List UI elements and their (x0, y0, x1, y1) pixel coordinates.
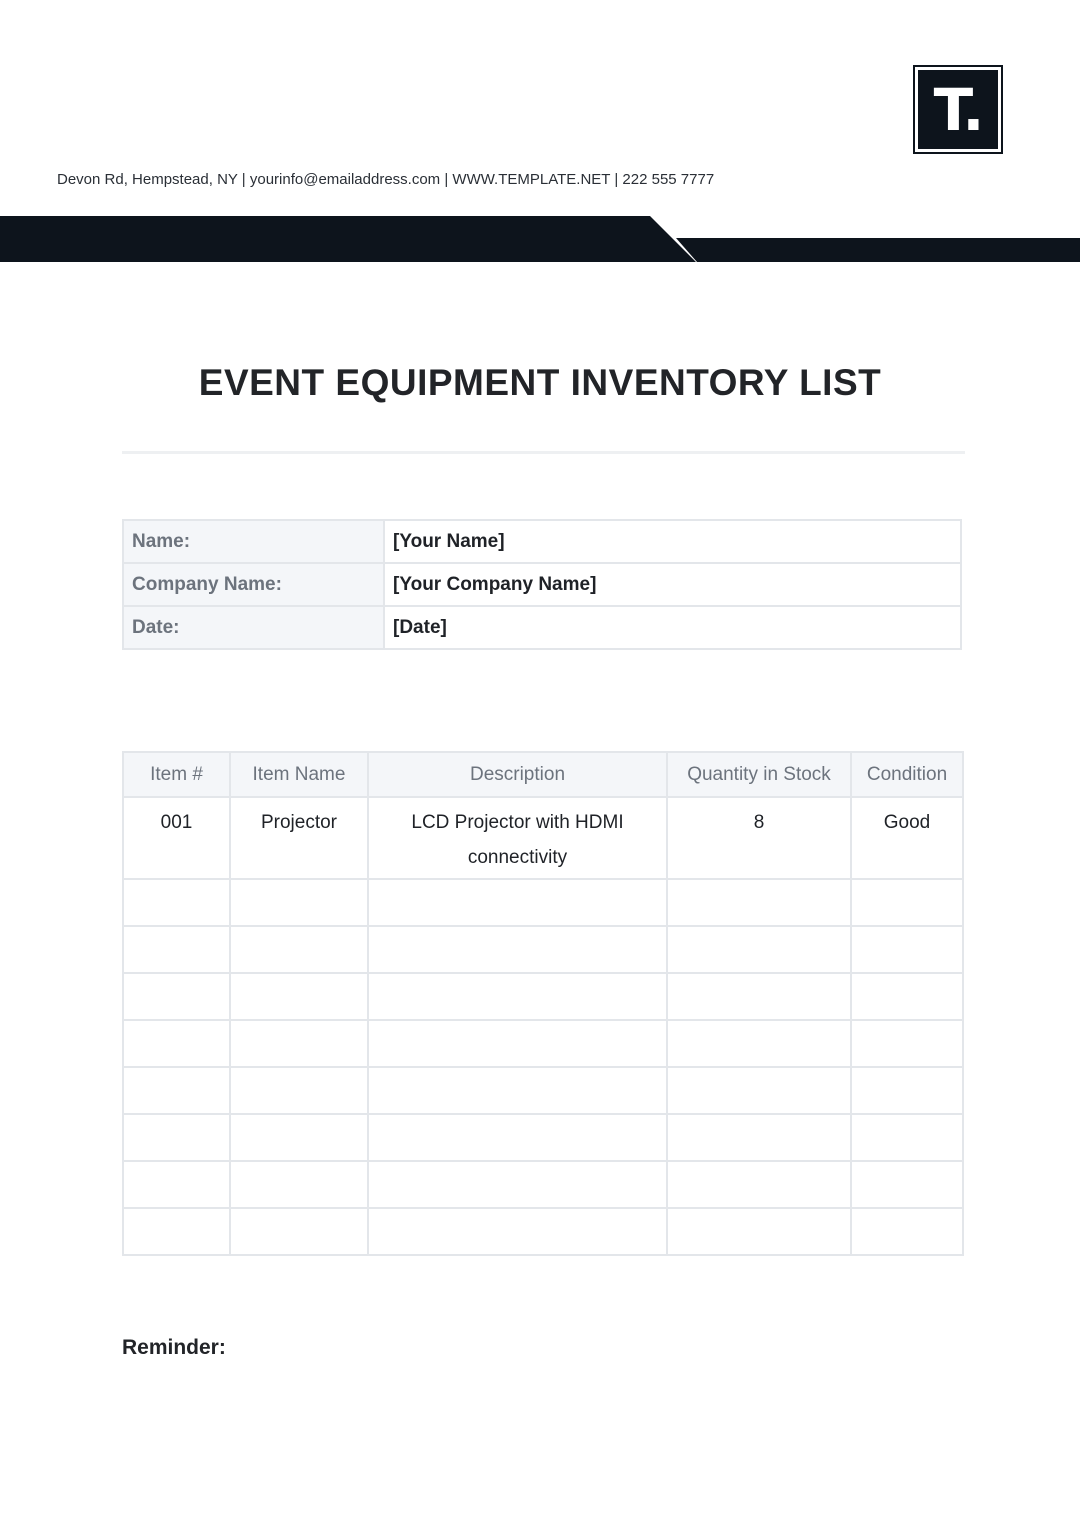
cell-empty[interactable] (123, 1114, 230, 1161)
column-header-condition: Condition (851, 752, 963, 797)
cell-empty[interactable] (368, 1161, 667, 1208)
cell-empty[interactable] (368, 926, 667, 973)
table-row-empty (123, 1067, 963, 1114)
cell-empty[interactable] (667, 1208, 851, 1255)
info-table (122, 519, 962, 650)
cell-empty[interactable] (851, 1208, 963, 1255)
cell-empty[interactable] (667, 973, 851, 1020)
cell-empty[interactable] (123, 1067, 230, 1114)
cell-empty[interactable] (368, 1020, 667, 1067)
cell-description[interactable]: LCD Projector with HDMI connectivity (368, 797, 667, 879)
cell-empty[interactable] (230, 1161, 368, 1208)
column-header-item-number: Item # (123, 752, 230, 797)
table-row-empty (123, 879, 963, 926)
company-logo (913, 65, 1003, 154)
table-row-empty (123, 1114, 963, 1161)
cell-empty[interactable] (230, 879, 368, 926)
cell-empty[interactable] (368, 973, 667, 1020)
table-row-empty (123, 1208, 963, 1255)
cell-empty[interactable] (230, 1020, 368, 1067)
cell-item-name[interactable]: Projector (230, 797, 368, 879)
info-row (123, 520, 961, 563)
cell-empty[interactable] (123, 1020, 230, 1067)
cell-quantity[interactable]: 8 (667, 797, 851, 879)
cell-empty[interactable] (667, 926, 851, 973)
info-label-name: Name: (123, 520, 384, 563)
table-row-empty (123, 926, 963, 973)
info-label-company: Company Name: (123, 563, 384, 606)
title-divider (122, 451, 965, 454)
info-label-date: Date: (123, 606, 384, 649)
cell-empty[interactable] (851, 973, 963, 1020)
cell-empty[interactable] (123, 973, 230, 1020)
column-header-description: Description (368, 752, 667, 797)
logo-mark: T. (918, 70, 998, 149)
cell-empty[interactable] (667, 879, 851, 926)
cell-empty[interactable] (667, 1161, 851, 1208)
cell-empty[interactable] (368, 1208, 667, 1255)
cell-empty[interactable] (851, 1114, 963, 1161)
inventory-table (122, 751, 964, 1256)
cell-empty[interactable] (230, 973, 368, 1020)
cell-empty[interactable] (851, 1067, 963, 1114)
column-header-quantity: Quantity in Stock (667, 752, 851, 797)
cell-empty[interactable] (368, 1067, 667, 1114)
cell-empty[interactable] (230, 926, 368, 973)
cell-empty[interactable] (230, 1114, 368, 1161)
cell-empty[interactable] (667, 1020, 851, 1067)
info-value-date[interactable]: [Date] (384, 606, 961, 649)
cell-empty[interactable] (851, 879, 963, 926)
cell-empty[interactable] (667, 1114, 851, 1161)
cell-empty[interactable] (368, 879, 667, 926)
cell-condition[interactable]: Good (851, 797, 963, 879)
document-title: EVENT EQUIPMENT INVENTORY LIST (198, 362, 882, 403)
cell-empty[interactable] (851, 1020, 963, 1067)
cell-empty[interactable] (851, 1161, 963, 1208)
cell-item-number[interactable]: 001 (123, 797, 230, 879)
info-value-name[interactable]: [Your Name] (384, 520, 961, 563)
table-row-empty (123, 1020, 963, 1067)
cell-empty[interactable] (123, 879, 230, 926)
reminder-heading: Reminder: (122, 1336, 226, 1359)
info-row (123, 563, 961, 606)
table-row-empty (123, 1161, 963, 1208)
inventory-header-row (123, 752, 963, 797)
cell-empty[interactable] (123, 1208, 230, 1255)
cell-empty[interactable] (123, 926, 230, 973)
cell-empty[interactable] (230, 1208, 368, 1255)
column-header-item-name: Item Name (230, 752, 368, 797)
contact-line: Devon Rd, Hempstead, NY | yourinfo@emailaddress.com | WWW.TEMPLATE.NET | 222 555 7777 (57, 171, 715, 188)
cell-empty[interactable] (230, 1067, 368, 1114)
header-banner (0, 213, 1080, 265)
cell-empty[interactable] (851, 926, 963, 973)
cell-empty[interactable] (667, 1067, 851, 1114)
info-row (123, 606, 961, 649)
table-row-empty (123, 973, 963, 1020)
info-value-company[interactable]: [Your Company Name] (384, 563, 961, 606)
table-row (123, 797, 963, 879)
cell-empty[interactable] (368, 1114, 667, 1161)
cell-empty[interactable] (123, 1161, 230, 1208)
